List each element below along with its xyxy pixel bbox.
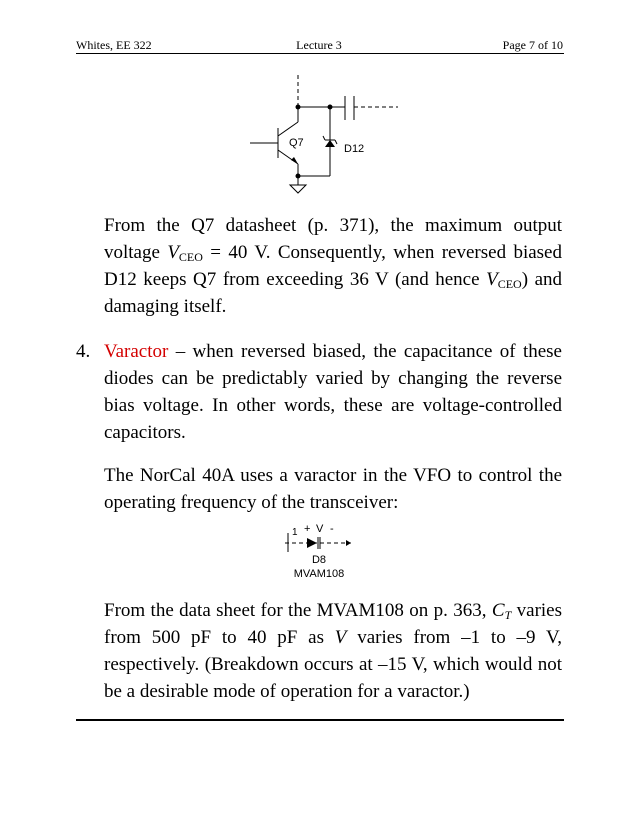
text-line: damaging itself. bbox=[104, 296, 227, 317]
d12-label: D12 bbox=[344, 143, 365, 155]
zener-diode-icon bbox=[325, 140, 335, 147]
paragraph-norcal bbox=[104, 462, 562, 516]
list-number: 4. bbox=[76, 341, 91, 362]
text-line: be a desirable mode of operation for a varactor.) bbox=[104, 681, 470, 702]
minus-label: - bbox=[330, 523, 334, 535]
list-item-varactor bbox=[104, 338, 562, 446]
text-line: From the Q7 datasheet (p. 371), the maximum output bbox=[104, 215, 562, 236]
varactor-term: Varactor bbox=[104, 341, 169, 362]
plus-label: + bbox=[304, 523, 311, 535]
text-line: Varactor – when reversed biased, the capacitance of these bbox=[104, 341, 562, 362]
varactor-diode-icon bbox=[307, 538, 317, 548]
text-line: bias voltage. In other words, these are voltage-controlled bbox=[104, 395, 562, 416]
header-lecture: Lecture 3 bbox=[296, 38, 342, 52]
text-line: from 500 pF to 40 pF as V varies from –1 to –9 V, bbox=[104, 627, 562, 648]
mvam108-label: MVAM108 bbox=[293, 568, 345, 580]
header-page-number: Page 7 of 10 bbox=[502, 38, 563, 52]
footer-rule bbox=[76, 719, 564, 721]
marker-label: 1 bbox=[292, 527, 298, 538]
arrow-icon bbox=[346, 540, 351, 546]
emitter-arrow-icon bbox=[291, 157, 298, 164]
v-label: V bbox=[316, 523, 324, 535]
text-line: capacitors. bbox=[104, 422, 186, 443]
q7-label: Q7 bbox=[289, 137, 304, 149]
ground-icon bbox=[290, 185, 306, 193]
d8-label: D8 bbox=[311, 554, 327, 566]
text-line: respectively. (Breakdown occurs at –15 V, which would not bbox=[104, 654, 562, 675]
text-line: The NorCal 40A uses a varactor in the VFO to control the bbox=[104, 465, 562, 486]
text-line: D12 keeps Q7 from exceeding 36 V (and hence $V_{CEO}$) and bbox=[104, 269, 563, 291]
text-line: voltage $V_{CEO} = 40$ V. Consequently, when reversed biased bbox=[104, 242, 562, 264]
header-course: Whites, EE 322 bbox=[76, 38, 152, 52]
text-line: diodes can be predictably varied by changing the reverse bbox=[104, 368, 562, 389]
paragraph-q7-datasheet bbox=[104, 212, 562, 320]
text-line: From the data sheet for the MVAM108 on p. 363, $C_T$ varies bbox=[104, 600, 562, 622]
paragraph-mvam108 bbox=[104, 597, 562, 705]
text-line: operating frequency of the transceiver: bbox=[104, 492, 399, 513]
